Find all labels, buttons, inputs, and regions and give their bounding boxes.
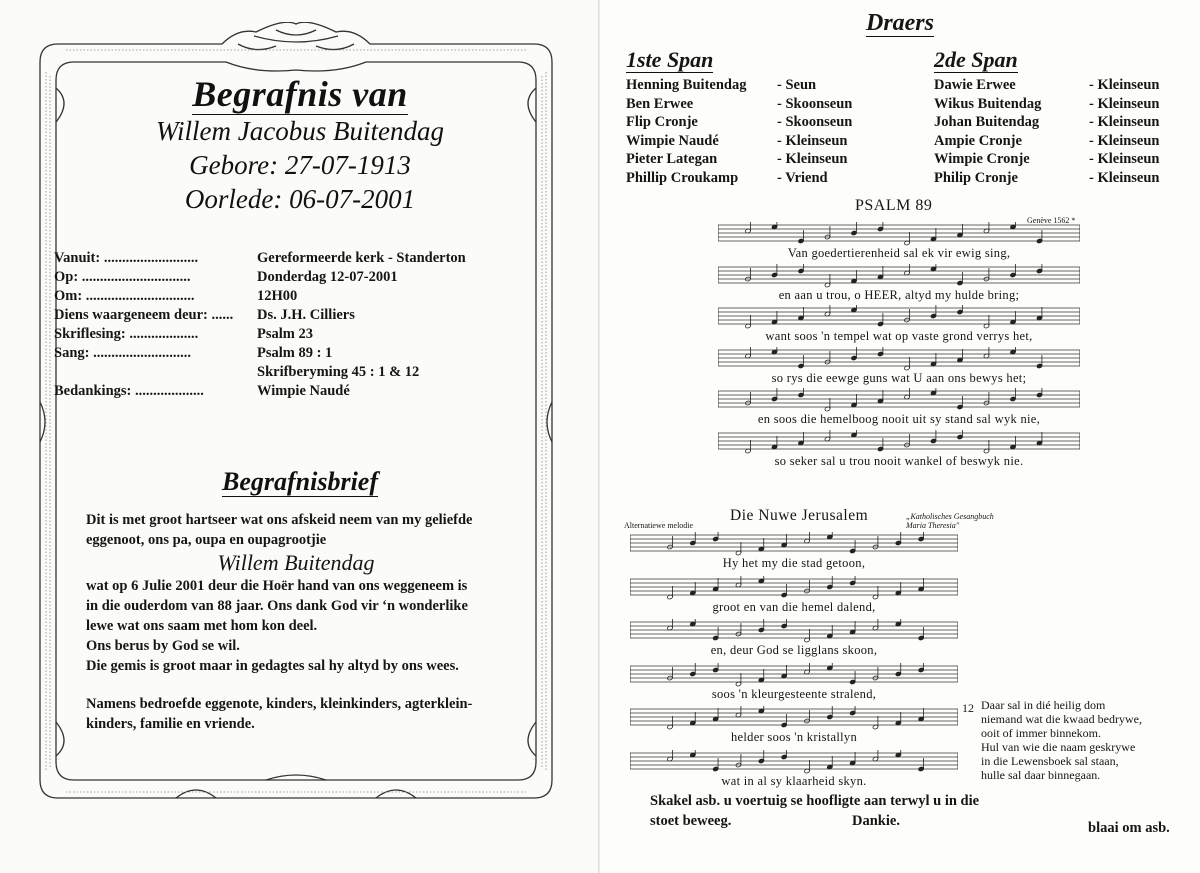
music-staff bbox=[630, 619, 958, 645]
music-staff bbox=[718, 305, 1080, 331]
music-staff bbox=[718, 264, 1080, 290]
lyric-line: want soos 'n tempel wat op vaste grond verrys het, bbox=[765, 329, 1033, 343]
lyric-line: Van goedertierenheid sal ek vir ewig sing, bbox=[787, 246, 1011, 260]
verse-text: Daar sal in dié heilig dom niemand wat die kwaad bedrywe, ooit of immer binnekom. Hul van wie die naam geskrywe in die Lewensboek sal staan, hulle sal daar binnegaan. bbox=[981, 698, 1142, 782]
turn-over-note: blaai om asb. bbox=[1088, 820, 1170, 836]
funeral-letter: Dit is met groot hartseer wat ons afskeid neem van my geliefde eggenoot, ons pa, oupa en oupagrootjie Willem Buitendag wat op 6 Julie 2001 deur die Hoër hand van ons weggeneem is in die ouderdom van 88 jaar. Ons dank God vir ‘n wonderlike lewe wat ons saam met hom kon deel. Ons berus by God se wil. Die gemis is groot maar in gedagtes sal hy altyd by ons wees. Namens bedroefde eggenote, kinders, kleinkinders, agterklein- kinders, familie en vriende. bbox=[86, 510, 546, 734]
lyric-line: groot en van die hemel dalend, bbox=[712, 599, 876, 614]
lyric-line: wat in al sy klaarheid skyn. bbox=[721, 773, 867, 788]
letter-title: Begrafnisbrief bbox=[222, 467, 378, 496]
music-staff bbox=[718, 347, 1080, 373]
psalm-title: PSALM 89 bbox=[855, 197, 933, 214]
left-page: Begrafnis van Willem Jacobus Buitendag Gebore: 27-07-1913 Oorlede: 06-07-2001 Vanuit: .......................... Gereformeerde kerk - Standerton Op: .............................. Donderdag 12-07-2001 Om: .............................. 12H00 Diens waargeneem deur: ...... Ds. J.H. Cilliers Skriflesing: ................... Psalm 23 Sang: ........................... Psalm 89 : 1 Skrifberyming 45 : 1 & 12 Bedankings: ................... Wimpie Naudé Begrafnisbrief Dit is met groot hartseer wat ons afskeid neem van my geliefde eggenoot, ons pa, oupa en oupagrootjie Willem Buitendag wat op 6 Julie 2001 deur die Hoër hand van ons weggeneem is in die ouderdom van 88 jaar. Ons dank God vir ‘n wonderlike lewe wat ons saam met hom kon deel. Ons berus by God se wil. Die gemis is groot maar in gedagtes sal hy altyd by ons wees. Namens bedroefde eggenote, kinders, kleinkinders, agterklein- kinders, familie en vriende. bbox=[0, 0, 600, 873]
birth-date: Gebore: 27-07-1913 bbox=[189, 150, 411, 180]
death-date: Oorlede: 06-07-2001 bbox=[184, 184, 416, 214]
thanks-text: Dankie. bbox=[852, 813, 900, 829]
verse-number: 12 bbox=[962, 701, 974, 715]
lyric-line: so seker sal u trou nooit wankel of beswyk nie. bbox=[774, 453, 1024, 468]
hymn-title: Die Nuwe Jerusalem bbox=[730, 507, 869, 524]
music-staff bbox=[630, 532, 958, 558]
bearers-title: Draers bbox=[865, 10, 934, 36]
lyric-line: Hy het my die stad getoon, bbox=[722, 556, 866, 570]
music-staff bbox=[718, 430, 1080, 456]
headlights-notice: Skakel asb. u voertuig se hoofligte aan terwyl u in die stoet beweeg. Dankie. bbox=[650, 793, 980, 829]
lyric-line: helder soos 'n kristallyn bbox=[730, 730, 858, 744]
hymn-source: „Katholisches Gesangbuch Maria Theresia" bbox=[906, 512, 994, 530]
lyric-line: so rys die eewge guns wat U aan ons bewys het; bbox=[771, 370, 1027, 385]
music-staff bbox=[630, 750, 958, 776]
lyric-line: en, deur God se ligglans skoon, bbox=[710, 643, 878, 657]
lyric-line: soos 'n kleurgesteente stralend, bbox=[711, 686, 877, 701]
funeral-title: Begrafnis van bbox=[192, 74, 408, 114]
tune-source: Genève 1562 * bbox=[1027, 216, 1076, 225]
music-staff bbox=[630, 706, 958, 732]
lyric-line: en soos die hemelboog nooit uit sy stand sal wyk nie, bbox=[757, 412, 1041, 426]
music-staff bbox=[630, 576, 958, 602]
right-page: Draers 1ste Span 2de Span Henning Buitendag - Seun Ben Erwee - Skoonseun Flip Cronje - Skoonseun Wimpie Naudé - Kleinseun Pieter Lategan - Kleinseun Phillip Croukamp - Vriend Dawie Erwee - Kleinseun Wikus Buitendag - Kleinseun Johan Buitendag - Kleinseun Ampie Cronje - Kleinseun Wimpie Cronje - Kleinseun Philip Cronje - Kleinseun PSALM 89 Genève 1562 * Van goedertierenheid sal ek vir ewig sing, en aan u trou, o HEER, altyd my hulde bring; want soos 'n tempel wat op vaste grond verrys het, so rys die eewge guns wat U aan ons bewys het; en soos die hemelboog nooit uit sy stand sal wyk nie, so seker sal u trou nooit wankel of beswyk nie. Die Nuwe Jerusalem Alternatiewe melodie „Katholisches Gesangbuch Maria Theresia" Hy het my die stad getoon, groot en van die hemel dalend, en, deur God se ligglans skoon, soos 'n kleurgesteente stralend, helder soos 'n kristallyn wat in al sy klaarheid skyn. 12 Daar sal in dié heilig dom niemand wat die kwaad bedrywe, ooit of immer binnekom. Hul van wie die naam geskrywe in die Lewensboek sal staan, hulle sal daar binnegaan. Skakel asb. u voertuig se hoofligte aan terwyl u in die stoet beweeg. Dankie. blaai om asb. bbox=[600, 0, 1200, 873]
team2-title: 2de Span bbox=[934, 47, 1018, 72]
deceased-name: Willem Jacobus Buitendag bbox=[156, 116, 444, 146]
letter-name: Willem Buitendag bbox=[217, 550, 375, 575]
music-staff bbox=[718, 388, 1080, 414]
lyric-line: en aan u trou, o HEER, altyd my hulde bring; bbox=[778, 287, 1020, 302]
team1-title: 1ste Span bbox=[626, 47, 714, 72]
music-staff bbox=[718, 222, 1080, 248]
alternative-melody-label: Alternatiewe melodie bbox=[624, 521, 694, 530]
music-staff bbox=[630, 663, 958, 689]
